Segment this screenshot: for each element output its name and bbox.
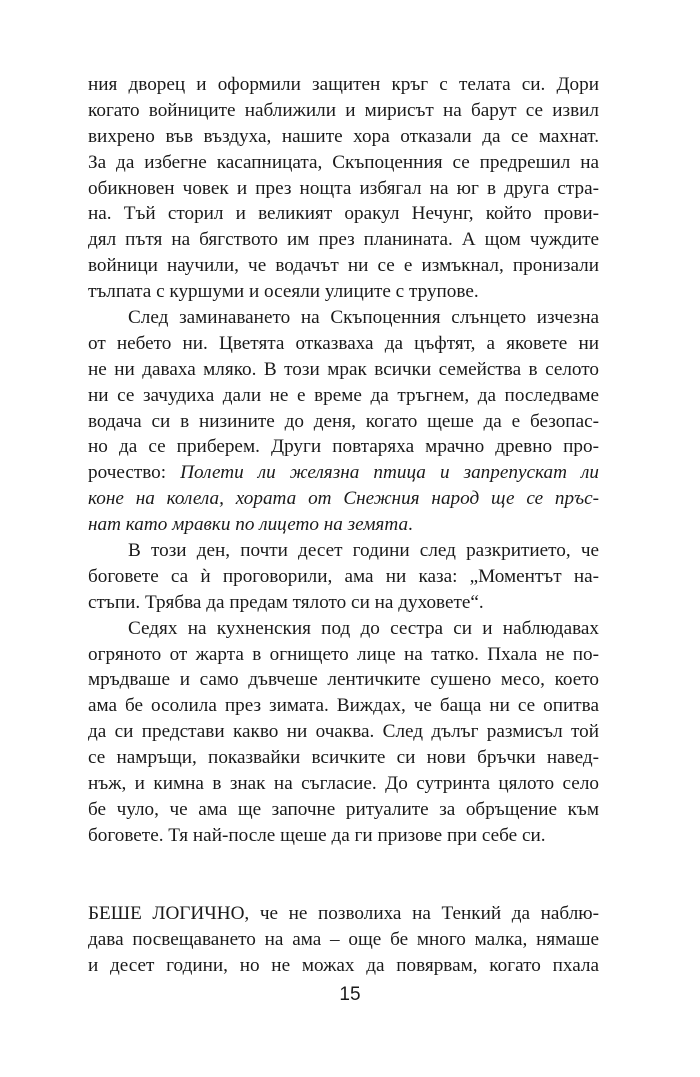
text-line: когато войниците наближили и мирисът на барут се извил <box>88 99 599 121</box>
prophecy-quote-end: нат като мравки по лицето на земята <box>88 514 409 536</box>
section-break <box>88 849 599 901</box>
text-line: БЕШЕ ЛОГИЧНО, че не позволиха на Тенкий да наблю- <box>88 902 599 924</box>
plain-fragment: рочество: <box>88 462 181 484</box>
paragraph-2 <box>88 305 599 538</box>
text-line: мръдваше и само дъвчеше лентичките сушено месо, което <box>88 669 599 691</box>
text-line: но да се приберем. Други повтаряха мрачно древно про- <box>88 436 599 458</box>
text-line: ния дворец и оформили защитен кръг с телата си. Дори <box>88 74 599 95</box>
text-line: да си представи какво ни очаква. След дълъг размисъл той <box>88 721 599 743</box>
text-line: вихрено във въздуха, нашите хора отказали да се махнат. <box>88 125 599 147</box>
text-line: стъпи. Трябва да предам тялото си на духовете“. <box>88 591 484 613</box>
page-body <box>88 72 599 978</box>
paragraph-4 <box>88 616 599 849</box>
text-line: За да избегне касапницата, Скъпоценния се предрешил на <box>88 151 599 173</box>
text-line: обикновен човек и през нощта избягал на юг в друга стра- <box>88 177 599 199</box>
page-number: 15 <box>339 984 361 1005</box>
text-line: и десет години, но не можах да повярвам, когато пхала <box>88 954 599 976</box>
paragraph-1 <box>88 72 599 305</box>
text-line: бе чуло, че ама ще започне ритуалите за обръщение към <box>88 798 599 820</box>
paragraph-5 <box>88 901 599 979</box>
text-line: боговете са ѝ проговорили, ама ни каза: „Моментът на- <box>88 565 599 587</box>
text-line: След заминаването на Скъпоценния слънцето изчезна <box>128 307 599 329</box>
prophecy-quote-line: коне на колела, хората от Снежния народ ще се пръс- <box>88 488 599 510</box>
text-line: не ни даваха мляко. В този мрак всички семейства в селото <box>88 358 599 380</box>
text-line: боговете. Тя най-после щеше да ги призове при себе си. <box>88 824 546 846</box>
final-period: . <box>408 514 413 536</box>
text-line-mixed <box>88 512 599 538</box>
text-line: дял пътя на бягството им през планината. А щом чуждите <box>88 229 599 251</box>
text-line: огряното от жарта в огнището лице на татко. Пхала не по- <box>88 643 599 665</box>
text-line: ни се зачудиха дали не е време да тръгнем, да последваме <box>88 384 599 406</box>
text-line: Седях на кухненския под до сестра си и наблюдавах <box>128 617 599 639</box>
text-line-mixed <box>88 460 599 486</box>
text-line: войници научили, че водачът ни се е измъкнал, пронизали <box>88 255 599 277</box>
text-line: се намръщи, показвайки всичките си нови бръчки навед- <box>88 747 599 769</box>
text-line: на. Тъй сторил и великият оракул Нечунг, който прови- <box>88 203 599 225</box>
text-line: В този ден, почти десет години след разкритието, че <box>128 540 599 562</box>
paragraph-3 <box>88 538 599 616</box>
text-line: дава посвещаването на ама – още бе много малка, нямаше <box>88 928 599 950</box>
text-line: ама бе осолила през зимата. Виждах, че баща ни се опитва <box>88 695 599 717</box>
prophecy-quote: Полети ли желязна птица и запрепускат ли <box>180 462 599 484</box>
text-line: от небето ни. Цветята отказваха да цъфтят, а яковете ни <box>88 332 599 354</box>
text-line: нъж, и кимна в знак на съгласие. До сутринта цялото село <box>88 773 599 795</box>
text-line: тълпата с куршуми и осеяли улиците с трупове. <box>88 281 479 303</box>
text-line: водача си в низините до деня, когато щеше да е безопас- <box>88 410 599 432</box>
